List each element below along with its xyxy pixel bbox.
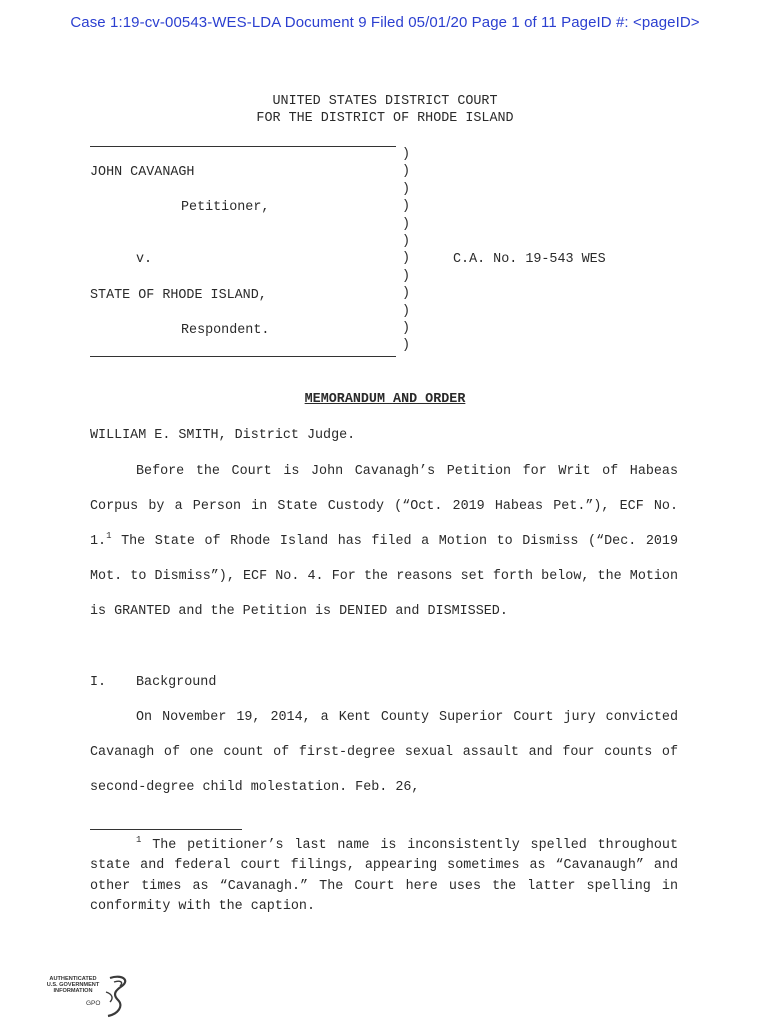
petitioner-name: JOHN CAVANAGH — [90, 165, 195, 180]
caption-bottom-rule — [90, 356, 396, 357]
gpo-eagle-icon — [42, 972, 132, 1018]
gpo-authentication-badge — [42, 972, 132, 1018]
case-number: C.A. No. 19-543 WES — [453, 252, 606, 267]
respondent-role: Respondent. — [181, 323, 270, 338]
respondent-name: STATE OF RHODE ISLAND, — [90, 288, 267, 303]
paragraph-2-text: On November 19, 2014, a Kent County Superior Court jury convicted Cavanagh of one count of first-degree sexual assault and four counts of second-degree child molestation. Feb. 26, — [90, 710, 678, 796]
case-header-stamp: Case 1:19-cv-00543-WES-LDA Document 9 Filed 05/01/20 Page 1 of 11 PageID #: <pageID> — [70, 14, 700, 31]
gpo-badge-text: AUTHENTICATED U.S. GOVERNMENT INFORMATION — [46, 976, 100, 995]
paragraph-1-part2: The State of Rhode Island has filed a Motion to Dismiss (“Dec. 2019 Mot. to Dismiss”), ECF No. 4. For the reasons set forth below, the Motion is GRANTED and the Petition is DENIED and DISMISSED. — [90, 534, 678, 620]
paragraph-1-part1: Before the Court is John Cavanagh’s Petition for Writ of Habeas Corpus by a Person in State Custody (“Oct. 2019 Habeas Pet.”), ECF No. 1. — [90, 464, 678, 550]
footnote-text: The petitioner’s last name is inconsistently spelled throughout state and federal court filings, appearing sometimes as “Cavanaugh” and other times as “Cavanagh.” The Court here uses the latter spelling in conformity with the caption. — [90, 838, 678, 914]
footnote-1 — [90, 836, 678, 917]
section-number: I. — [90, 675, 107, 690]
versus: v. — [136, 252, 153, 267]
caption-top-rule — [90, 146, 396, 147]
footnote-number: 1 — [136, 835, 142, 845]
paragraph-1 — [90, 454, 678, 629]
judge-line: WILLIAM E. SMITH, District Judge. — [90, 428, 356, 443]
section-title: Background — [136, 675, 217, 690]
document-title: MEMORANDUM AND ORDER — [304, 392, 466, 407]
footnote-separator — [90, 829, 242, 830]
gpo-mark-text: GPO — [86, 1000, 101, 1007]
petitioner-role: Petitioner, — [181, 200, 270, 215]
court-name-line2: FOR THE DISTRICT OF RHODE ISLAND — [256, 111, 514, 126]
court-name-line1: UNITED STATES DISTRICT COURT — [272, 94, 498, 109]
footnote-marker: 1 — [106, 531, 112, 542]
paragraph-2 — [90, 700, 678, 805]
caption-paren-column: ) ) ) ) ) ) ) ) ) ) ) ) — [402, 147, 411, 354]
